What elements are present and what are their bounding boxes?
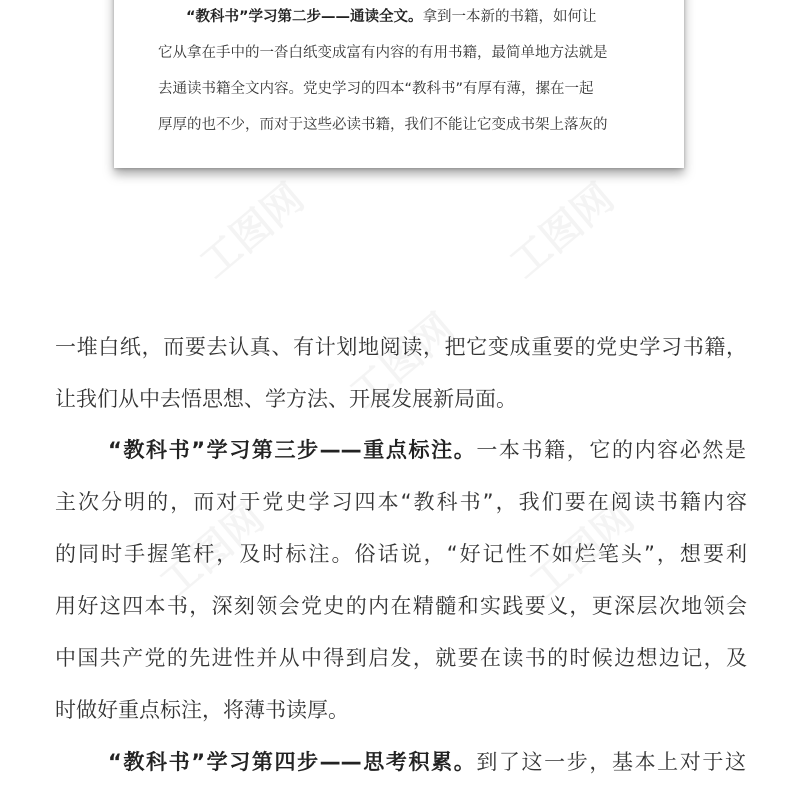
step-heading: “教科书”学习第四步——思考积累。	[108, 750, 477, 774]
card-line	[186, 7, 678, 27]
paragraph-line: 中国共产党的先进性并从中得到启发，就要在读书的时候边想边记，及	[55, 646, 747, 670]
paragraph-line: 让我们从中去悟思想、学方法、开展发展新局面。	[55, 387, 517, 411]
card-line: 它从拿在手中的一沓白纸变成富有内容的有用书籍，最简单地方法就是	[158, 45, 608, 61]
paragraph-line: 一堆白纸，而要去认真、有计划地阅读，把它变成重要的党史学习书籍，	[55, 335, 747, 359]
paragraph-text: 一本书籍，它的内容必然是	[476, 438, 747, 462]
card-line: 厚厚的也不少，而对于这些必读书籍，我们不能让它变成书架上落灰的	[158, 117, 608, 133]
paragraph-line	[108, 435, 746, 465]
step-heading: “教科书”学习第三步——重点标注。	[108, 438, 477, 462]
quoted-text-card	[114, 0, 684, 168]
watermark	[496, 168, 625, 289]
paragraph-line: 主次分明的，而对于党史学习四本“教科书”，我们要在阅读书籍内容	[55, 490, 747, 514]
paragraph-line	[108, 747, 746, 777]
paragraph-line: 的同时手握笔杆，及时标注。俗话说，“好记性不如烂笔头”，想要利	[55, 542, 747, 566]
card-line-text: 拿到一本新的书籍，如何让	[422, 9, 597, 25]
paragraph-line: 用好这四本书，深刻领会党史的内在精髓和实践要义，更深层次地领会	[55, 594, 747, 618]
paragraph-line: 时做好重点标注，将薄书读厚。	[55, 698, 349, 722]
card-line: 去通读书籍全文内容。党史学习的四本“教科书”有厚有薄，摞在一起	[158, 81, 594, 97]
watermark	[186, 168, 315, 289]
card-step-heading: “教科书”学习第二步——通读全文。	[186, 9, 423, 25]
paragraph-text: 到了这一步，基本上对于这	[476, 750, 747, 774]
